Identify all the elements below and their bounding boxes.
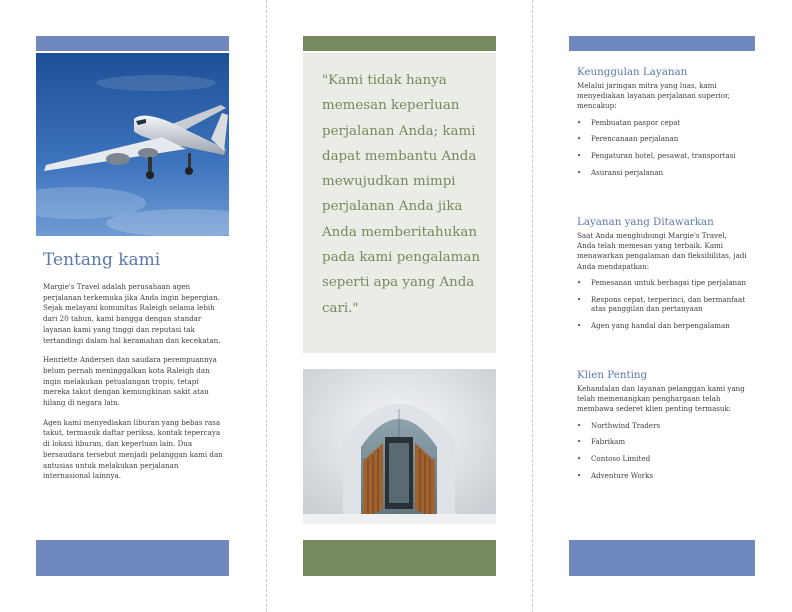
section-heading: Keunggulan Layanan [577, 66, 688, 78]
list-item: • Asuransi perjalanan [577, 168, 747, 177]
list-item: • Agen yang handal dan berpengalaman [577, 321, 747, 330]
list-item: • Northwind Traders [577, 421, 747, 430]
list-item: • Respons cepat, terperinci, dan bermanfaat atas panggilan dan pertanyaan [577, 295, 747, 313]
top-accent-bar-left [36, 36, 229, 51]
airplane-photo [36, 53, 229, 236]
list-item: • Perencanaan perjalanan [577, 134, 747, 143]
top-accent-bar-middle [303, 36, 496, 51]
list-item: • Fabrikam [577, 437, 747, 446]
top-accent-bar-right [569, 36, 755, 51]
pull-quote: "Kami tidak hanya memesan keperluan perjalanan Anda; kami dapat membantu Anda mewujudkan mimpi perjalanan Anda jika Anda memberitahukan pada kami pengalaman seperti apa yang Anda cari." [322, 73, 480, 316]
section-text: Kehandalan dan layanan pelanggan kami yang telah memenangkan penghargaan telah membawa sederet klien penting termasuk: [577, 384, 745, 414]
bullet-list [577, 421, 747, 481]
section-key-clients [577, 369, 747, 488]
fold-line-right [532, 0, 533, 612]
bullet-list [577, 118, 747, 178]
section-services-offered [577, 216, 747, 337]
about-paragraph: Henriette Andersen dan saudara perempuannya belum pernah meninggalkan kota Raleigh dan ingin melakukan petualangan tropis, tetapi mereka takut dengan kemungkinan sakit atau hilang di negara lain. [43, 355, 217, 408]
about-paragraph: Margie's Travel adalah perusahaan agen perjalanan terkemuka jika Anda ingin bepergian. Sejak melayani komunitas Raleigh selama lebih dari 20 tahun, kami bangga dengan standar layanan kami yang tinggi dan reputasi tak tertandingi dalam hal keramahan dan kecekatan. [43, 282, 221, 345]
about-body [43, 282, 223, 491]
list-item: • Adventure Works [577, 471, 747, 480]
fold-line-left [266, 0, 267, 612]
section-text: Saat Anda menghubungi Margie's Travel, Anda telah memesan yang terbaik. Kami menawarkan pengalaman dan fleksibilitas, jadi Anda mendapatkan: [577, 231, 747, 271]
list-item: • Pembuatan paspor cepat [577, 118, 747, 127]
section-service-excellence [577, 66, 747, 185]
bullet-list [577, 278, 747, 330]
about-paragraph: Agen kami menyediakan liburan yang bebas rasa takut, termasuk daftar periksa, kontak tepercaya di lokasi liburan, dan keperluan lain. Dua bersaudara tersebut menjadi pelanggan kami dan antusias untuk melakukan perjalanan internasional lainnya. [43, 417, 223, 481]
list-item: • Pengaturan hotel, pesawat, transportasi [577, 151, 747, 160]
section-text: Melalui jaringan mitra yang luas, kami menyediakan layanan perjalanan superior, mencakup: [577, 81, 730, 111]
ice-hotel-photo [303, 369, 496, 524]
section-heading: Layanan yang Ditawarkan [577, 216, 714, 228]
list-item: • Pemesanan untuk berbagai tipe perjalanan [577, 278, 747, 287]
list-item: • Contoso Limited [577, 454, 747, 463]
about-heading: Tentang kami [43, 250, 161, 270]
bottom-accent-bar-right [569, 540, 755, 576]
section-heading: Klien Penting [577, 369, 648, 381]
bottom-accent-bar-middle [303, 540, 496, 576]
bottom-accent-bar-left [36, 540, 229, 576]
